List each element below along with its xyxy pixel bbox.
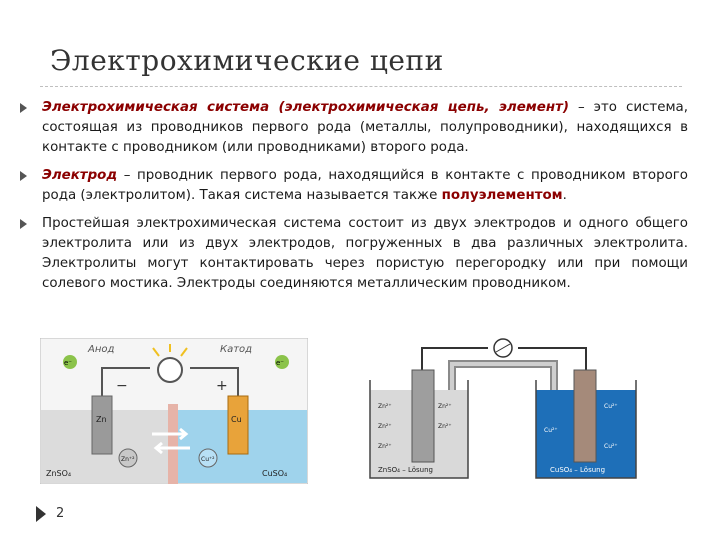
- zn-electrode: [92, 396, 112, 454]
- bullet-item: [20, 214, 688, 294]
- triangle-bullet-icon: [20, 219, 27, 229]
- page-number: 2: [56, 506, 65, 521]
- daniell-cell-diagram: [368, 330, 640, 480]
- bullet-text: – проводник первого рода, находящийся в контакте с проводником второго рода (электролитом). Такая система называется также: [42, 168, 688, 203]
- cu-ion: Cu⁺²: [201, 456, 215, 463]
- electron-right: e⁻: [276, 359, 285, 367]
- zn-solution-caption: ZnSO₄ – Lösung: [378, 466, 433, 474]
- zn-solution-label: ZnSO₄: [46, 469, 72, 478]
- triangle-bullet-icon: [20, 171, 27, 181]
- cathode-label: Катод: [220, 344, 253, 355]
- cu-solution-caption: CuSO₄ – Lösung: [550, 466, 606, 474]
- term-electrode: Электрод: [42, 168, 118, 183]
- zn-ion-label: Zn²⁺: [438, 403, 452, 410]
- term-half-cell: полуэлементом: [441, 188, 563, 203]
- anode-label: Анод: [88, 344, 115, 355]
- cu-ion-label: Cu²⁺: [544, 427, 558, 434]
- zn-electrode-plate: [412, 370, 434, 462]
- bullet-text: – это система, состоящая из проводников первого рода (металлы, полупроводники), находящихся в контакте с проводником (или проводниками) второго рода.: [42, 100, 689, 155]
- bullet-list: [20, 98, 688, 302]
- cu-electrode-plate: [574, 370, 596, 462]
- minus-sign: −: [116, 378, 128, 394]
- triangle-bullet-icon: [20, 103, 27, 113]
- bullet-text-end: .: [562, 188, 567, 203]
- cu-ion-label: Cu²⁺: [604, 403, 618, 410]
- page-title: Электрохимические цепи: [50, 44, 444, 77]
- zn-ion-label: Zn²⁺: [438, 423, 452, 430]
- title-divider: [40, 86, 682, 87]
- bullet-item: [20, 166, 688, 206]
- galvanic-cell-diagram: [40, 338, 308, 484]
- zn-ion: Zn⁺²: [121, 456, 135, 463]
- bullet-item: [20, 98, 688, 158]
- cu-electrode: [228, 396, 248, 454]
- zn-ion-label: Zn²⁺: [378, 443, 392, 450]
- cu-solution-label: CuSO₄: [262, 469, 288, 478]
- cu-ion-label: Cu²⁺: [604, 443, 618, 450]
- bullet-text: Простейшая электрохимическая система состоит из двух электродов и одного общего электролита или из двух электродов, погруженных в два различных электролита. Электролиты могут контактировать через пористую перегородку или при помощи солевого мостика. Электроды соединяются металлическим проводником.: [42, 216, 688, 291]
- plus-sign: +: [216, 378, 228, 394]
- cu-electrode-label: Cu: [231, 415, 242, 424]
- zn-electrode-label: Zn: [96, 415, 107, 424]
- zn-ion-label: Zn²⁺: [378, 403, 392, 410]
- page-marker-icon: [36, 506, 46, 522]
- zn-ion-label: Zn²⁺: [378, 423, 392, 430]
- electron-left: e⁻: [64, 359, 73, 367]
- term-electrochemical-system: Электрохимическая система (электрохимическая цепь, элемент): [42, 100, 569, 115]
- porous-membrane: [168, 404, 178, 484]
